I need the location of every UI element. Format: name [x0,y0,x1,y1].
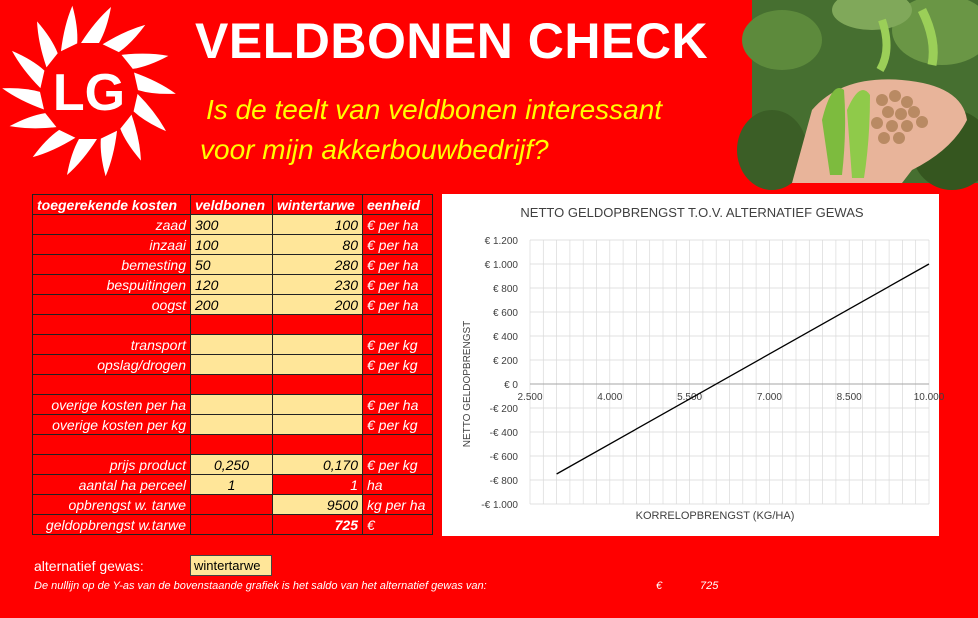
y-tick-label: € 400 [492,332,518,343]
profit-chart [442,194,945,536]
y-tick-label: -€ 600 [489,452,518,463]
row-label: bemesting [33,255,191,275]
logo-petal [5,51,47,88]
veldbonen-cell[interactable]: 50 [191,255,273,275]
x-tick-label: 5.500 [677,392,703,403]
row-label: inzaai [33,235,191,255]
chart-title: NETTO GELDOPBRENGST T.O.V. ALTERNATIEF GEWAS [520,205,864,220]
chart-grid [530,240,929,504]
row-label: zaad [33,215,191,235]
y-tick-label: € 600 [492,308,518,319]
alternative-crop-select[interactable]: wintertarwe [190,555,272,576]
wintertarwe-cell[interactable] [273,415,363,435]
y-tick-label: -€ 1.000 [481,500,518,511]
row-label: transport [33,335,191,355]
wintertarwe-cell[interactable]: 200 [273,295,363,315]
y-tick-label: € 800 [492,284,518,295]
unit-cell: € [363,515,433,535]
table-row [33,215,433,235]
veldbonen-cell[interactable] [191,415,273,435]
veldbonen-cell[interactable]: 300 [191,215,273,235]
spacer-row [33,375,433,395]
unit-cell: € per ha [363,255,433,275]
row-label: oogst [33,295,191,315]
y-axis-ticks [481,236,518,511]
unit-cell: € per ha [363,395,433,415]
alternative-crop-label: alternatief gewas: [34,558,144,574]
veldbonen-cell[interactable]: 100 [191,235,273,255]
row-label: bespuitingen [33,275,191,295]
wintertarwe-cell[interactable]: 230 [273,275,363,295]
wintertarwe-cell: 725 [273,515,363,535]
header-wintertarwe: wintertarwe [273,195,363,215]
subtitle-line-2: voor mijn akkerbouwbedrijf? [200,134,549,165]
y-axis-label: NETTO GELDOPBRENGST [462,320,473,448]
unit-cell: € per ha [363,295,433,315]
header-unit: eenheid [363,195,433,215]
unit-cell: € per kg [363,415,433,435]
logo-petal [103,12,146,57]
y-tick-label: € 1.000 [484,260,518,271]
veldbonen-cell [191,495,273,515]
x-tick-label: 7.000 [756,392,782,403]
veldbonen-cell [191,515,273,535]
veldbonen-cell[interactable]: 0,250 [191,455,273,475]
table-row [33,415,433,435]
table-row [33,335,433,355]
page-subtitle [200,90,662,170]
header-cost: toegerekende kosten [33,195,191,215]
logo-petal [131,94,173,131]
row-label: opslag/drogen [33,355,191,375]
row-label: geldopbrengst w.tarwe [33,515,191,535]
y-tick-label: € 1.200 [484,236,518,247]
x-axis [517,384,944,403]
veldbonen-cell[interactable]: 1 [191,475,273,495]
spacer-row [33,315,433,335]
row-label: prijs product [33,455,191,475]
unit-cell: € per ha [363,235,433,255]
subtitle-line-1: Is de teelt van veldbonen interessant [206,94,663,125]
table-row [33,295,433,315]
footnote-currency: € [656,580,663,592]
unit-cell: ha [363,475,433,495]
y-tick-label: € 200 [492,356,518,367]
unit-cell: kg per ha [363,495,433,515]
y-tick-label: € 0 [504,380,518,391]
logo-petal [33,125,76,170]
spacer-row [33,435,433,455]
y-tick-label: -€ 800 [489,476,518,487]
row-label: overige kosten per ha [33,395,191,415]
veldbonen-cell[interactable] [191,355,273,375]
veldbonen-cell[interactable] [191,335,273,355]
x-axis-label: KORRELOPBRENGST (KG/HA) [635,510,795,522]
wintertarwe-cell[interactable]: 0,170 [273,455,363,475]
table-row [33,235,433,255]
wintertarwe-cell[interactable]: 100 [273,215,363,235]
header-veldbonen: veldbonen [191,195,273,215]
table-row [33,475,433,495]
svg-text:LG: LG [52,64,126,122]
table-row [33,395,433,415]
y-tick-label: -€ 400 [489,428,518,439]
unit-cell: € per kg [363,335,433,355]
footnote: De nullijn op de Y-as van de bovenstaande grafiek is het saldo van het alternatief gewas van: [34,580,487,592]
x-tick-label: 8.500 [836,392,862,403]
beans-photo [752,0,978,183]
wintertarwe-cell[interactable] [273,395,363,415]
logo-petal [81,7,111,43]
wintertarwe-cell[interactable] [273,335,363,355]
row-label: overige kosten per kg [33,415,191,435]
x-tick-label: 2.500 [517,392,543,403]
table-header-row [33,195,433,215]
logo-petal [134,65,176,102]
y-tick-label: -€ 200 [489,404,518,415]
lg-logo [4,2,174,180]
table-row [33,455,433,475]
table-row [33,355,433,375]
veldbonen-cell[interactable]: 200 [191,295,273,315]
logo-petal [2,80,44,117]
table-row [33,255,433,275]
wintertarwe-cell[interactable] [273,355,363,375]
page-title: VELDBONEN CHECK [195,13,709,69]
row-label: aantal ha perceel [33,475,191,495]
logo-petal [67,139,97,175]
table-row [33,515,433,535]
unit-cell: € per ha [363,215,433,235]
footnote-value: 725 [700,580,719,592]
wintertarwe-cell: 1 [273,475,363,495]
veldbonen-cell[interactable] [191,395,273,415]
wintertarwe-cell[interactable]: 280 [273,255,363,275]
table-row [33,495,433,515]
unit-cell: € per ha [363,275,433,295]
row-label: opbrengst w. tarwe [33,495,191,515]
unit-cell: € per kg [363,455,433,475]
wintertarwe-cell[interactable]: 9500 [273,495,363,515]
cost-table [32,194,433,535]
x-tick-label: 4.000 [597,392,623,403]
wintertarwe-cell[interactable]: 80 [273,235,363,255]
table-row [33,275,433,295]
x-tick-label: 10.000 [913,392,945,403]
veldbonen-cell[interactable]: 120 [191,275,273,295]
unit-cell: € per kg [363,355,433,375]
